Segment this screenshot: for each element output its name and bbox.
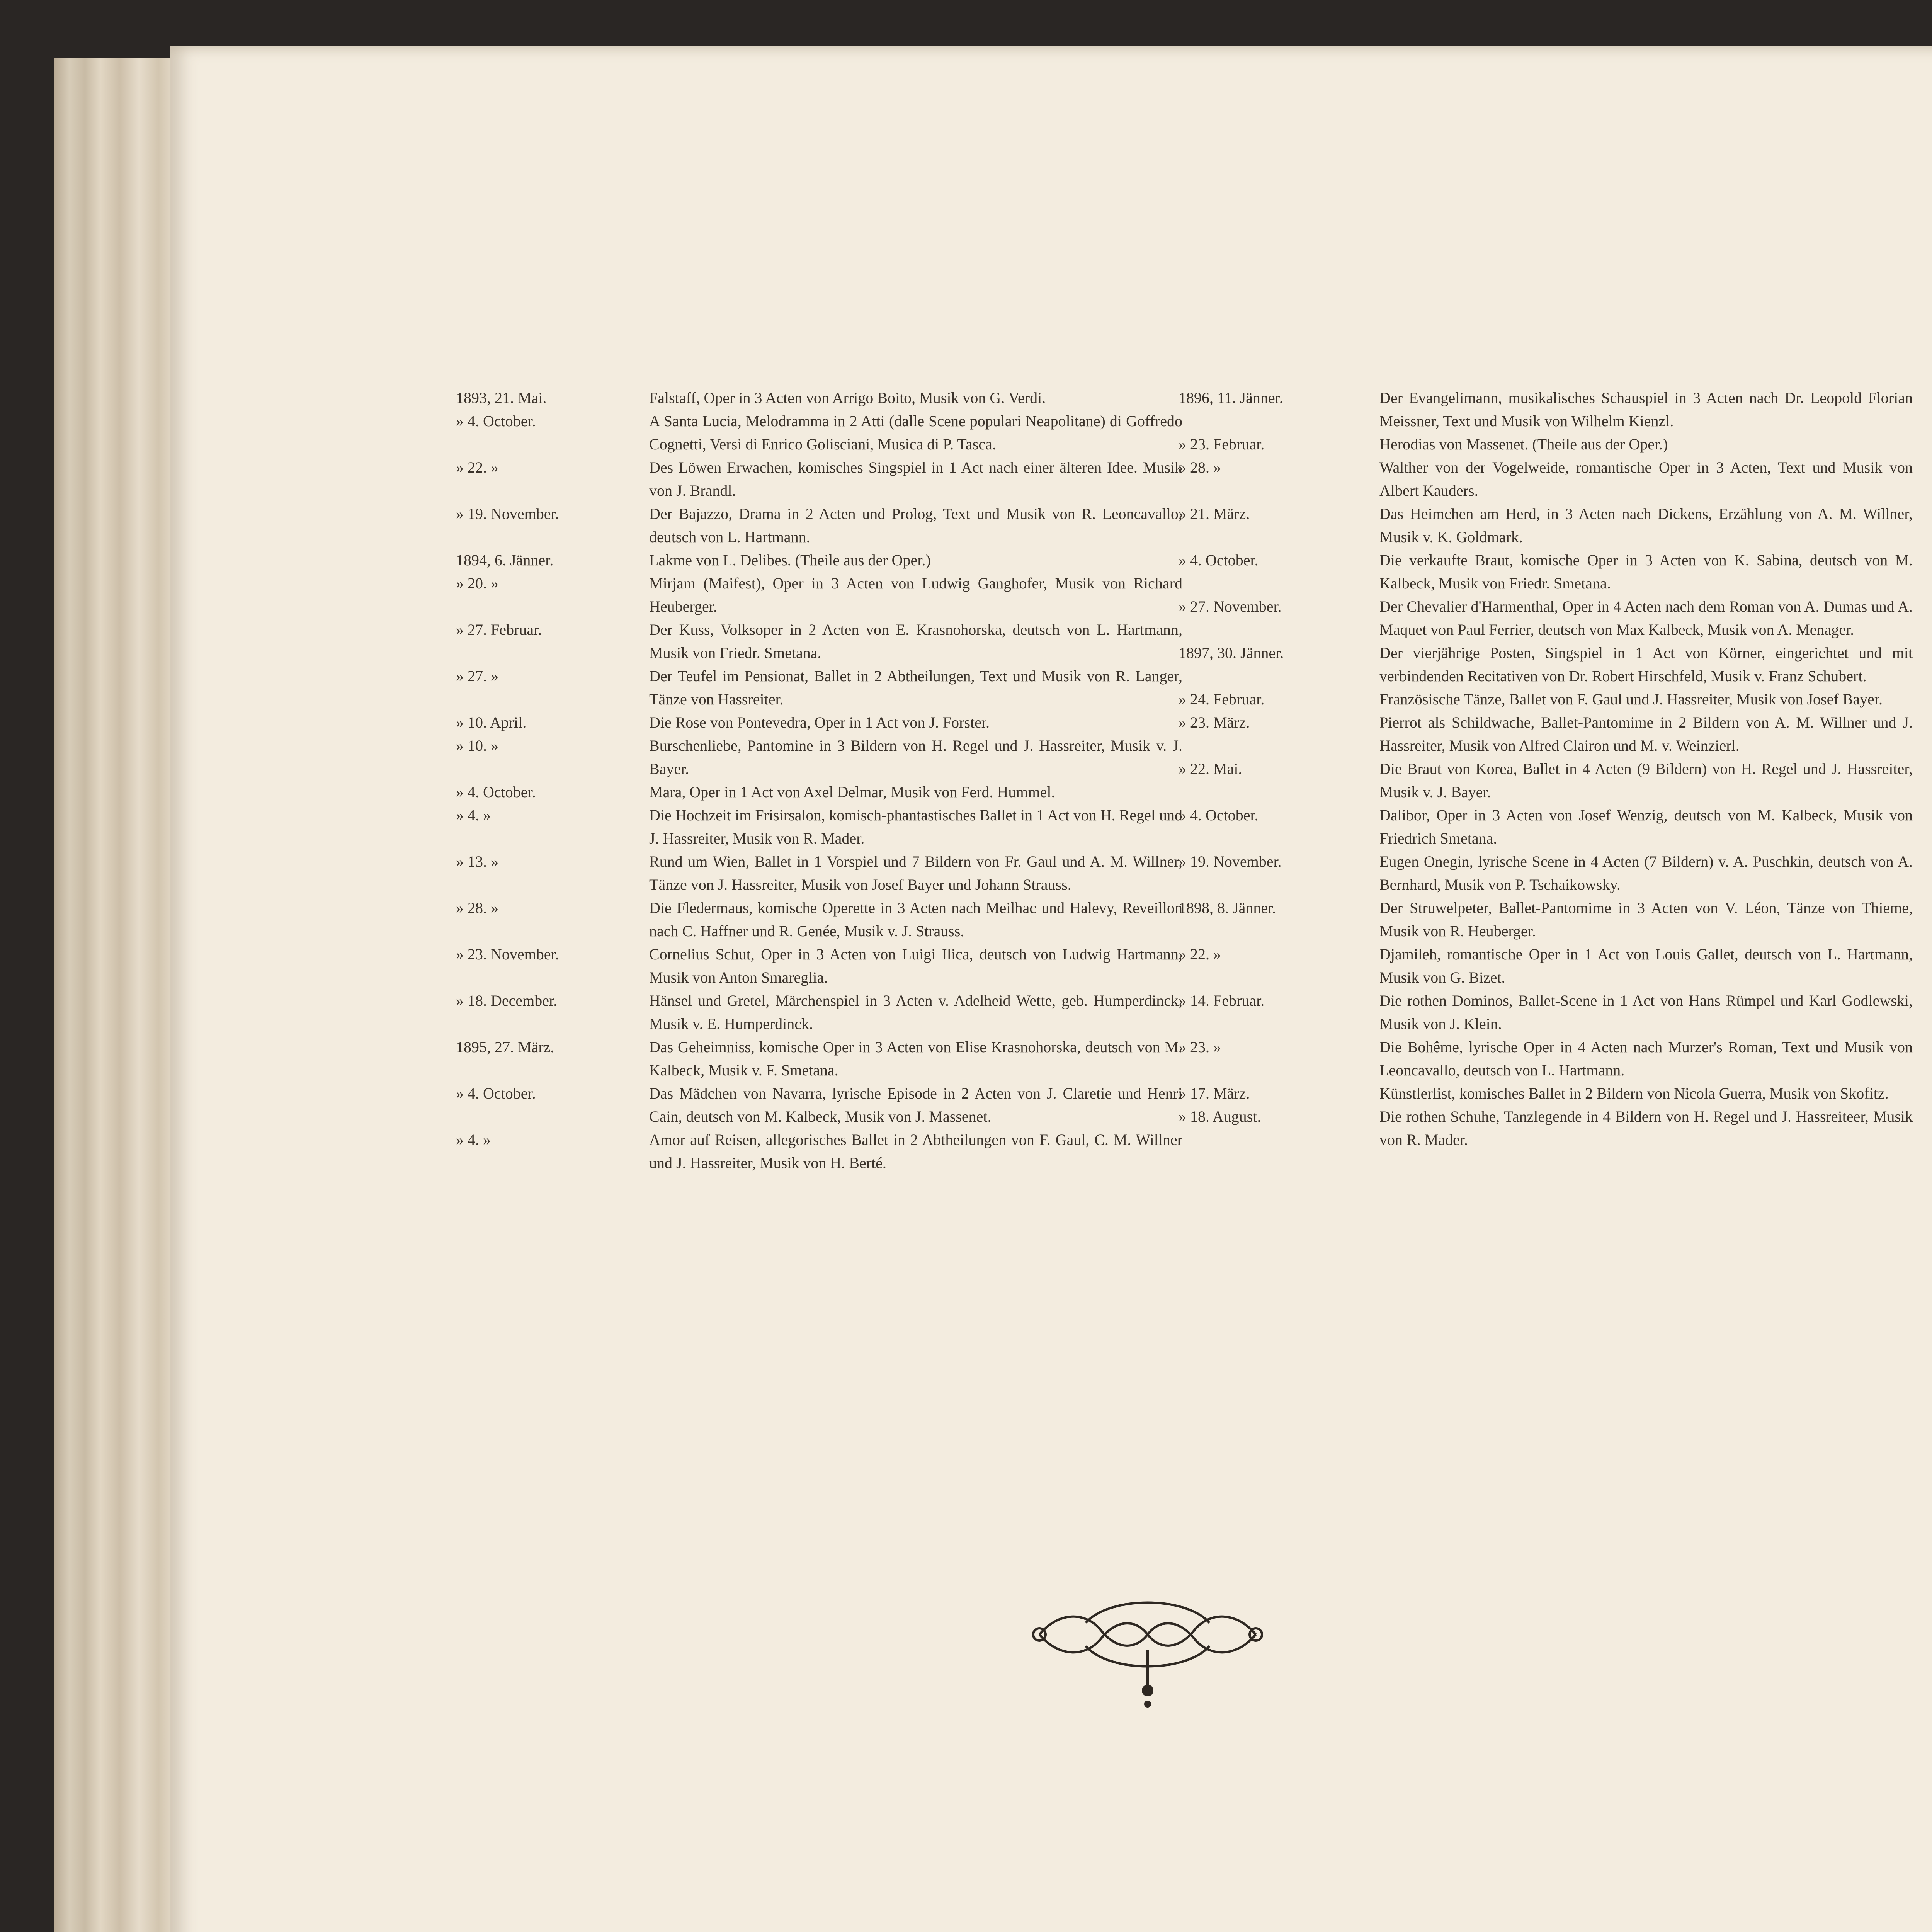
entry-text: Die verkaufte Braut, komische Oper in 3 Acten von K. Sabina, deutsch von M. Kalbeck, Musik von Friedr. Smetana. xyxy=(1379,551,1913,592)
entry-date: » 18. December. xyxy=(456,992,558,1009)
entry-row xyxy=(456,549,1182,572)
entry-text: Die rothen Schuhe, Tanzlegende in 4 Bildern von H. Regel und J. Hassreiteer, Musik von R. Mader. xyxy=(1379,1108,1913,1148)
entry-text: Französische Tänze, Ballet von F. Gaul und J. Hassreiter, Musik von Josef Bayer. xyxy=(1379,690,1883,708)
entry-date: » 17. März. xyxy=(1179,1085,1250,1102)
entry-text: Der Chevalier d'Harmenthal, Oper in 4 Acten nach dem Roman von A. Dumas und A. Maquet von Paul Ferrier, deutsch von Max Kalbeck, Musik von A. Menager. xyxy=(1379,598,1913,638)
entry-date: 1896, 11. Jänner. xyxy=(1179,389,1283,406)
entry-text: Des Löwen Erwachen, komisches Singspiel in 1 Act nach einer älteren Idee. Musik von J. Brandl. xyxy=(649,459,1182,499)
entry-row xyxy=(456,502,1182,549)
entry-text: Der vierjährige Posten, Singspiel in 1 Act von Körner, eingerichtet und mit verbindenden Recitativen von Dr. Robert Hirschfeld, Musik v. Franz Schubert. xyxy=(1379,644,1913,685)
entry-text: Burschenliebe, Pantomine in 3 Bildern von H. Regel und J. Hassreiter, Musik v. J. Bayer. xyxy=(649,737,1182,777)
page-edges xyxy=(54,58,182,1932)
entry-row xyxy=(456,781,1182,804)
entry-date: » 23. Februar. xyxy=(1179,435,1265,453)
entry-row xyxy=(1179,386,1913,433)
entry-date: » 4. October. xyxy=(456,783,536,801)
entry-text: Pierrot als Schildwache, Ballet-Pantomime in 2 Bildern von A. M. Willner und J. Hassreiter, Musik von Alfred Clairon und M. v. Weinzierl. xyxy=(1379,714,1913,754)
entry-row xyxy=(456,711,1182,734)
entry-row xyxy=(1179,456,1913,502)
entry-text: Die Rose von Pontevedra, Oper in 1 Act von J. Forster. xyxy=(649,714,990,731)
entry-row xyxy=(456,943,1182,989)
entry-date: » 14. Februar. xyxy=(1179,992,1265,1009)
entry-row xyxy=(456,1128,1182,1175)
entry-row xyxy=(1179,1105,1913,1151)
entry-text: Cornelius Schut, Oper in 3 Acten von Luigi Ilica, deutsch von Ludwig Hartmann, Musik von Anton Smareglia. xyxy=(649,946,1182,986)
entry-date: » 27. Februar. xyxy=(456,621,542,638)
entry-text: Das Geheimniss, komische Oper in 3 Acten von Elise Krasnohorska, deutsch von M. Kalbeck, Musik v. F. Smetana. xyxy=(649,1038,1182,1079)
entry-text: Falstaff, Oper in 3 Acten von Arrigo Boito, Musik von G. Verdi. xyxy=(649,389,1046,406)
entry-text: Die Fledermaus, komische Operette in 3 Acten nach Meilhac und Halevy, Reveillon nach C. Haffner und R. Genée, Musik v. J. Strauss. xyxy=(649,899,1182,940)
entry-date: » 4. October. xyxy=(1179,806,1259,824)
entry-date: » 19. November. xyxy=(1179,853,1282,870)
entry-date: » 22. » xyxy=(456,459,498,476)
entry-date: » 4. October. xyxy=(456,1085,536,1102)
entry-text: Das Heimchen am Herd, in 3 Acten nach Dickens, Erzählung von A. M. Willner, Musik v. K. Goldmark. xyxy=(1379,505,1913,546)
entry-date: » 20. » xyxy=(456,575,498,592)
entry-date: » 27. November. xyxy=(1179,598,1282,615)
entry-text: Das Mädchen von Navarra, lyrische Episode in 2 Acten von J. Claretie und Henri Cain, deutsch von M. Kalbeck, Musik von J. Massenet. xyxy=(649,1085,1182,1125)
entry-date: 1897, 30. Jänner. xyxy=(1179,644,1284,662)
entry-text: Mirjam (Maifest), Oper in 3 Acten von Ludwig Ganghofer, Musik von Richard Heuberger. xyxy=(649,575,1182,615)
entry-text: Der Struwelpeter, Ballet-Pantomime in 3 Acten von V. Léon, Tänze von Thieme, Musik von R. Heuberger. xyxy=(1379,899,1913,940)
entry-date: » 23. November. xyxy=(456,946,559,963)
right-column xyxy=(1179,386,1913,1151)
entry-row xyxy=(456,989,1182,1036)
entry-row xyxy=(1179,757,1913,804)
entry-row xyxy=(456,572,1182,618)
entry-row xyxy=(456,665,1182,711)
entry-row xyxy=(456,1036,1182,1082)
entry-text: Herodias von Massenet. (Theile aus der Oper.) xyxy=(1379,435,1668,453)
entry-text: Der Teufel im Pensionat, Ballet in 2 Abtheilungen, Text und Musik von R. Langer, Tänze von Hassreiter. xyxy=(649,667,1182,708)
entry-row xyxy=(1179,711,1913,757)
entry-row xyxy=(456,618,1182,665)
entry-text: Die Hochzeit im Frisirsalon, komisch-phantastisches Ballet in 1 Act von H. Regel und J. Hassreiter, Musik von R. Mader. xyxy=(649,806,1182,847)
entry-row xyxy=(456,850,1182,896)
entry-date: » 22. » xyxy=(1179,946,1221,963)
entry-row xyxy=(1179,433,1913,456)
entry-date: » 13. » xyxy=(456,853,498,870)
entry-date: 1895, 27. März. xyxy=(456,1038,554,1056)
entry-date: » 28. » xyxy=(456,899,498,917)
entry-text: Walther von der Vogelweide, romantische Oper in 3 Acten, Text und Musik von Albert Kauders. xyxy=(1379,459,1913,499)
entry-date: 1893, 21. Mai. xyxy=(456,389,547,406)
entry-row xyxy=(1179,804,1913,850)
entry-row xyxy=(456,804,1182,850)
entry-date: » 28. » xyxy=(1179,459,1221,476)
entry-text: Der Evangelimann, musikalisches Schauspiel in 3 Acten nach Dr. Leopold Florian Meissner, Text und Musik von Wilhelm Kienzl. xyxy=(1379,389,1913,430)
entry-row xyxy=(456,1082,1182,1128)
entry-text: Hänsel und Gretel, Märchenspiel in 3 Acten v. Adelheid Wette, geb. Humperdinck, Musik v. E. Humperdinck. xyxy=(649,992,1182,1032)
entry-row xyxy=(456,456,1182,502)
entry-date: » 19. November. xyxy=(456,505,559,522)
entry-text: Die rothen Dominos, Ballet-Scene in 1 Act von Hans Rümpel und Karl Godlewski, Musik von J. Klein. xyxy=(1379,992,1913,1032)
entry-text: Lakme von L. Delibes. (Theile aus der Oper.) xyxy=(649,551,931,569)
entry-text: Mara, Oper in 1 Act von Axel Delmar, Musik von Ferd. Hummel. xyxy=(649,783,1055,801)
entry-row xyxy=(1179,641,1913,688)
entry-date: » 18. August. xyxy=(1179,1108,1261,1125)
entry-date: » 23. » xyxy=(1179,1038,1221,1056)
entry-date: » 4. October. xyxy=(456,412,536,430)
entry-date: » 10. » xyxy=(456,737,498,754)
entry-date: » 27. » xyxy=(456,667,498,685)
entry-text: Künstlerlist, komisches Ballet in 2 Bildern von Nicola Guerra, Musik von Skofitz. xyxy=(1379,1085,1889,1102)
entry-date: 1898, 8. Jänner. xyxy=(1179,899,1276,917)
entry-row xyxy=(1179,1036,1913,1082)
entry-date: » 4. » xyxy=(456,1131,491,1148)
entry-text: Djamileh, romantische Oper in 1 Act von Louis Gallet, deutsch von L. Hartmann, Musik von G. Bizet. xyxy=(1379,946,1913,986)
entry-text: Die Bohême, lyrische Oper in 4 Acten nach Murzer's Roman, Text und Musik von Leoncavallo, deutsch von L. Hartmann. xyxy=(1379,1038,1913,1079)
entry-row xyxy=(1179,989,1913,1036)
entry-row xyxy=(456,896,1182,943)
entry-date: » 4. October. xyxy=(1179,551,1259,569)
entry-row xyxy=(456,410,1182,456)
entry-text: Eugen Onegin, lyrische Scene in 4 Acten (7 Bildern) v. A. Puschkin, deutsch von A. Bernhard, Musik von P. Tschaikowsky. xyxy=(1379,853,1913,893)
entry-text: Rund um Wien, Ballet in 1 Vorspiel und 7 Bildern von Fr. Gaul und A. M. Willner, Tänze von J. Hassreiter, Musik von Josef Bayer und Johann Strauss. xyxy=(649,853,1182,893)
entry-date: » 21. März. xyxy=(1179,505,1250,522)
entry-row xyxy=(1179,1082,1913,1105)
entry-date: » 10. April. xyxy=(456,714,527,731)
entry-date: » 23. März. xyxy=(1179,714,1250,731)
entry-text: Dalibor, Oper in 3 Acten von Josef Wenzig, deutsch von M. Kalbeck, Musik von Friedrich Smetana. xyxy=(1379,806,1913,847)
left-column xyxy=(456,386,1182,1175)
entry-text: A Santa Lucia, Melodramma in 2 Atti (dalle Scene populari Neapolitane) di Goffredo Cognetti, Versi di Enrico Golisciani, Musica di P. Tasca. xyxy=(649,412,1182,453)
entry-row xyxy=(1179,850,1913,896)
entry-row xyxy=(456,734,1182,781)
entry-text: Der Kuss, Volksoper in 2 Acten von E. Krasnohorska, deutsch von L. Hartmann, Musik von Friedr. Smetana. xyxy=(649,621,1182,662)
entry-date: 1894, 6. Jänner. xyxy=(456,551,554,569)
entry-row xyxy=(1179,595,1913,641)
entry-text: Der Bajazzo, Drama in 2 Acten und Prolog, Text und Musik von R. Leoncavallo, deutsch von L. Hartmann. xyxy=(649,505,1182,546)
entry-text: Amor auf Reisen, allegorisches Ballet in 2 Abtheilungen von F. Gaul, C. M. Willner und J. Hassreiter, Musik von H. Berté. xyxy=(649,1131,1182,1172)
entry-row xyxy=(1179,688,1913,711)
entry-row xyxy=(1179,502,1913,549)
entry-row xyxy=(1179,896,1913,943)
entry-date: » 4. » xyxy=(456,806,491,824)
entry-date: » 24. Februar. xyxy=(1179,690,1265,708)
entry-row xyxy=(1179,943,1913,989)
entry-row xyxy=(1179,549,1913,595)
entry-row xyxy=(456,386,1182,410)
entry-text: Die Braut von Korea, Ballet in 4 Acten (9 Bildern) von H. Regel und J. Hassreiter, Musik v. J. Bayer. xyxy=(1379,760,1913,801)
entry-date: » 22. Mai. xyxy=(1179,760,1242,777)
ornament-icon xyxy=(1024,1588,1271,1712)
